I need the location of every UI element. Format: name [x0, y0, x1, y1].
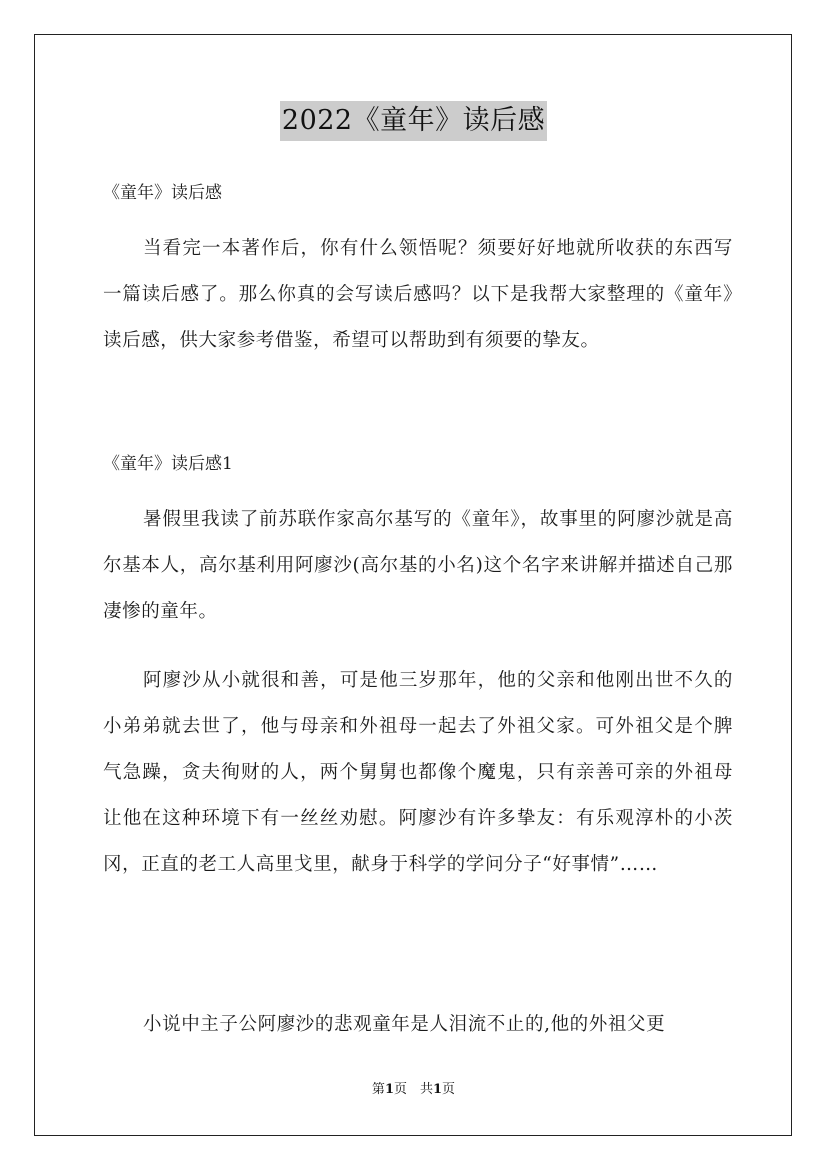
footer-prefix: 第: [371, 1082, 385, 1097]
intro-paragraph: 当看完一本著作后，你有什么领悟呢？须要好好地就所收获的东西写一篇读后感了。那么你真的会写读后感吗？以下是我帮大家整理的《童年》读后感，供大家参考借鉴，希望可以帮助到有须要的挚友。: [103, 238, 733, 351]
section1-paragraph-1: 暑假里我读了前苏联作家高尔基写的《童年》，故事里的阿廖沙就是高尔基本人，高尔基利用阿廖沙(高尔基的小名)这个名字来讲解并描述自己那凄惨的童年。: [103, 509, 733, 622]
footer-suffix: 页: [442, 1082, 456, 1097]
footer-page-total: 1: [433, 1082, 443, 1097]
document-title: 2022《童年》读后感: [280, 101, 547, 141]
section1-heading: 《童年》读后感1: [103, 454, 233, 474]
footer-page-current: 1: [384, 1082, 394, 1097]
intro-heading: 《童年》读后感: [103, 183, 222, 203]
footer-mid: 页 共: [393, 1082, 433, 1097]
section1-paragraph-2: 阿廖沙从小就很和善，可是他三岁那年，他的父亲和他刚出世不久的小弟弟就去世了，他与母亲和外祖母一起去了外祖父家。可外祖父是个脾气急躁，贪夫徇财的人，两个舅舅也都像个魔鬼，只有亲善可亲的外祖母让他在这种环境下有一丝丝劝慰。阿廖沙有许多挚友：有乐观淳朴的小茨冈，正直的老工人高里戈里，献身于科学的学问分子“好事情”……: [103, 670, 733, 875]
page-footer: [0, 1081, 827, 1099]
section1-paragraph-3: 小说中主子公阿廖沙的悲观童年是人泪流不止的,他的外祖父更: [143, 1014, 666, 1035]
title-container: [0, 101, 827, 141]
